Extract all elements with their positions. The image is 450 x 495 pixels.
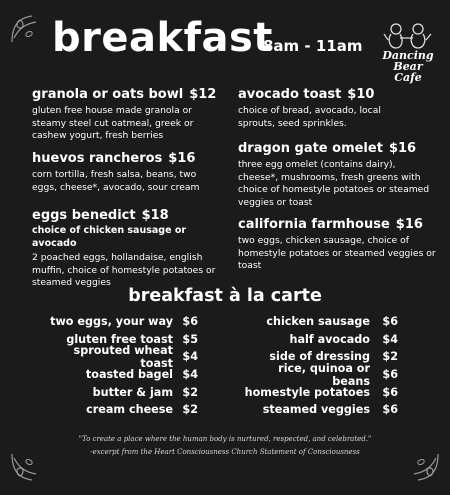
carte-item-price: $6 (382, 403, 398, 417)
item-price: $16 (168, 151, 196, 166)
menu-item-name (32, 86, 217, 103)
menu-item (32, 150, 218, 194)
menu-item (238, 86, 418, 130)
item-price: $12 (189, 87, 217, 102)
logo-line-2: Bear (393, 60, 423, 73)
carte-item-label: butter & jam (92, 385, 173, 399)
list-item (50, 383, 200, 401)
carte-item-label: chicken sausage (266, 315, 370, 329)
logo-line-1: Dancing (382, 49, 434, 62)
item-title: huevos rancheros (32, 151, 163, 166)
list-item (240, 361, 400, 388)
menu-item-name (238, 86, 418, 103)
carte-item-label: sprouted wheat toast (73, 343, 173, 370)
list-item (50, 366, 200, 384)
item-description: two eggs, chicken sausage, choice of homestyle potatoes or steamed veggies or toast (238, 235, 436, 271)
carte-item-price: $5 (182, 332, 198, 346)
serving-hours: 8am - 11am (263, 37, 363, 55)
carte-item-label: two eggs, your way (50, 315, 173, 329)
carte-item-price: $2 (382, 350, 398, 364)
carte-item-price: $6 (182, 315, 198, 329)
item-title: granola or oats bowl (32, 87, 184, 102)
item-description: 2 poached eggs, hollandaise, english muffin, choice of homestyle potatoes or steamed veggies (32, 252, 216, 288)
carte-item-price: $6 (382, 315, 398, 329)
carte-item-label: toasted bagel (85, 368, 173, 382)
item-title: eggs benedict (32, 208, 136, 223)
list-item (50, 401, 200, 419)
carte-item-price: $4 (182, 350, 198, 364)
footer-quote (0, 433, 450, 459)
page-title: breakfast (52, 15, 273, 61)
list-item (50, 313, 200, 331)
menu-item-name (32, 150, 218, 167)
carte-item-label: rice, quinoa or beans (278, 361, 370, 388)
menu-item-name (238, 216, 438, 233)
item-title: california farmhouse (238, 217, 390, 232)
menu-item (238, 140, 438, 209)
corner-ornament-icon (10, 12, 42, 44)
carte-item-price: $2 (182, 403, 198, 417)
list-item (240, 383, 400, 401)
carte-item-label: steamed veggies (262, 403, 370, 417)
carte-item-label: cream cheese (86, 403, 173, 417)
menu-item-name (32, 207, 218, 224)
carte-item-label: half avocado (289, 332, 370, 346)
carte-item-price: $4 (182, 368, 198, 382)
menu-item (32, 207, 218, 290)
carte-title: breakfast à la carte (128, 286, 322, 306)
carte-right-list (240, 313, 400, 419)
item-price: $18 (141, 208, 169, 223)
carte-item-label: homestyle potatoes (244, 385, 370, 399)
carte-item-label: gluten free toast (66, 332, 173, 346)
item-description: corn tortilla, fresh salsa, beans, two eggs, cheese*, avocado, sour cream (32, 169, 200, 193)
item-title: avocado toast (238, 87, 342, 102)
list-item (240, 331, 400, 349)
carte-item-price: $2 (182, 385, 198, 399)
list-item (240, 313, 400, 331)
menu-item-name (238, 140, 438, 157)
item-price: $16 (395, 217, 423, 232)
carte-item-price: $4 (382, 332, 398, 346)
menu-item (32, 86, 217, 143)
quote-text: "To create a place where the human body is nurtured, respected, and celebrated." (78, 435, 372, 443)
item-title: dragon gate omelet (238, 141, 383, 156)
logo-text (380, 50, 436, 83)
item-price: $16 (388, 141, 417, 156)
menu-item (238, 216, 438, 273)
item-description: three egg omelet (contains dairy), cheese*, mushrooms, fresh greens with choice of homestyle potatoes or steamed veggies or toast (238, 159, 430, 208)
list-item (50, 343, 200, 370)
item-subtitle: choice of chicken sausage or avocado (32, 225, 187, 249)
item-description: gluten free house made granola or steamy steel cut oatmeal, greek or cashew yogurt, fresh berries (32, 105, 194, 141)
carte-item-price: $6 (382, 368, 398, 382)
list-item (240, 401, 400, 419)
carte-item-price: $6 (382, 385, 398, 399)
item-description: choice of bread, avocado, local sprouts, seed sprinkles. (238, 105, 381, 129)
item-price: $10 (347, 87, 375, 102)
carte-left-list (50, 313, 200, 419)
logo-line-3: Cafe (394, 71, 422, 84)
quote-attribution: -excerpt from the Heart Consciousness Church Statement of Consciousness (90, 448, 360, 456)
carte-item-label: side of dressing (269, 350, 370, 364)
